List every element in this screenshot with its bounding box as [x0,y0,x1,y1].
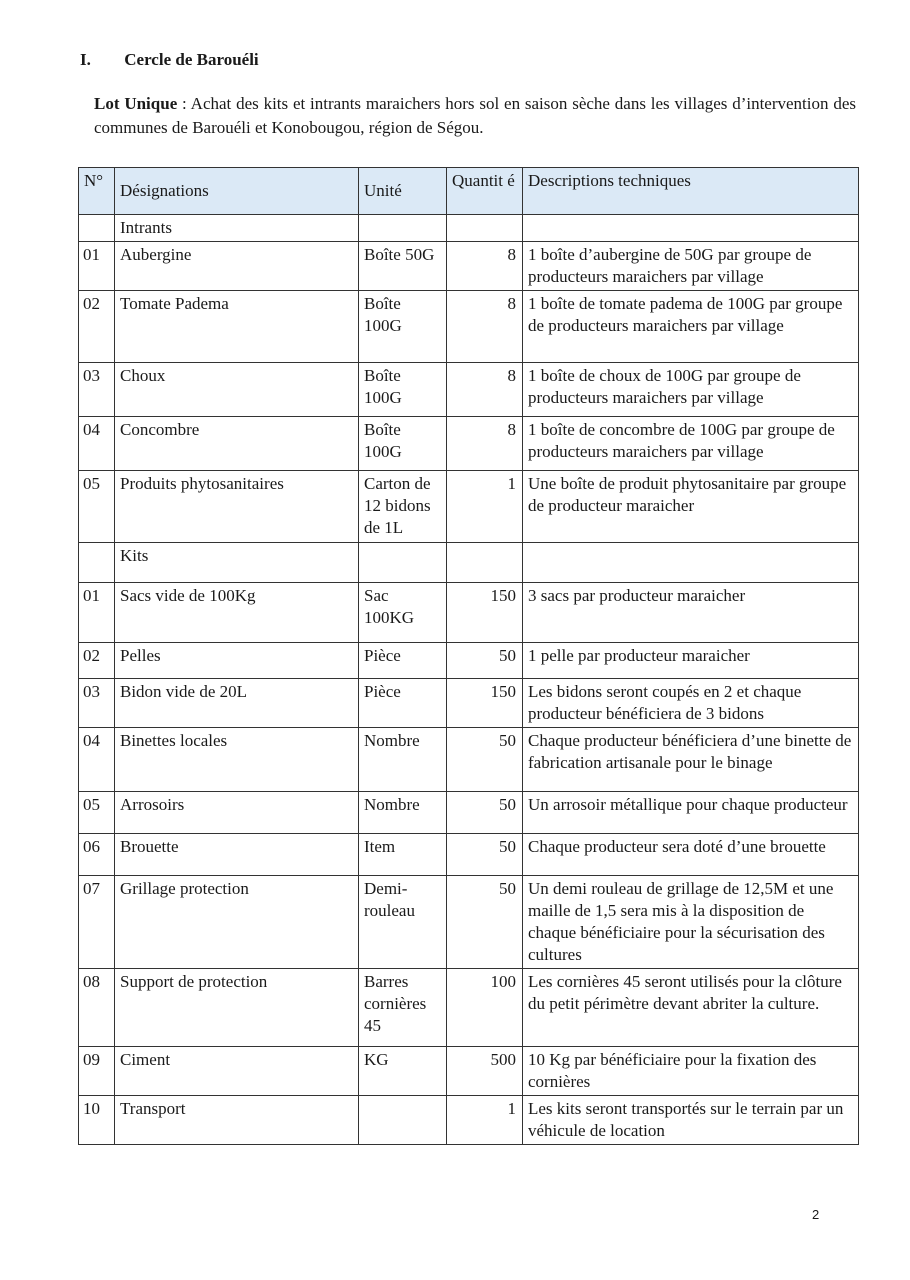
row-quantity: 1 [447,1096,523,1145]
row-unit: Sac 100KG [359,583,447,643]
page-number: 2 [812,1207,820,1222]
row-description: Les bidons seront coupés en 2 et chaque producteur bénéficiera de 3 bidons [523,679,859,728]
section-label: Kits [115,543,359,583]
row-designation: Tomate Padema [115,291,359,363]
row-description: 1 boîte de tomate padema de 100G par groupe de producteurs maraichers par village [523,291,859,363]
row-description: Chaque producteur bénéficiera d’une binette de fabrication artisanale pour le binage [523,728,859,792]
section-row [79,215,859,242]
row-designation: Concombre [115,417,359,471]
row-number: 02 [79,643,115,679]
row-quantity: 50 [447,643,523,679]
header-quantity: Quantit é [447,168,523,215]
row-description: Chaque producteur sera doté d’une brouette [523,834,859,876]
table-row [79,1047,859,1096]
table-row [79,969,859,1047]
empty-cell [359,215,447,242]
row-designation: Sacs vide de 100Kg [115,583,359,643]
empty-cell [447,215,523,242]
row-designation: Choux [115,363,359,417]
row-quantity: 150 [447,583,523,643]
row-unit: Demi-rouleau [359,876,447,969]
row-description: 1 boîte d’aubergine de 50G par groupe de producteurs maraichers par village [523,242,859,291]
row-number: 08 [79,969,115,1047]
empty-cell [79,543,115,583]
row-number: 01 [79,242,115,291]
row-unit: Pièce [359,643,447,679]
section-title: Cercle de Barouéli [124,50,259,69]
row-designation: Ciment [115,1047,359,1096]
lot-label: Lot Unique [94,94,178,113]
row-quantity: 150 [447,679,523,728]
row-unit: Boîte 100G [359,363,447,417]
table-row [79,792,859,834]
row-number: 03 [79,363,115,417]
row-designation: Support de protection [115,969,359,1047]
row-description: 3 sacs par producteur maraicher [523,583,859,643]
row-number: 01 [79,583,115,643]
row-description: Un demi rouleau de grillage de 12,5M et une maille de 1,5 sera mis à la disposition de chaque bénéficiaire pour la sécurisation des cultures [523,876,859,969]
row-quantity: 50 [447,876,523,969]
section-row [79,543,859,583]
row-number: 06 [79,834,115,876]
row-unit: KG [359,1047,447,1096]
row-quantity: 8 [447,417,523,471]
row-quantity: 1 [447,471,523,543]
row-description: Les cornières 45 seront utilisés pour la clôture du petit périmètre devant abriter la culture. [523,969,859,1047]
row-number: 09 [79,1047,115,1096]
empty-cell [79,215,115,242]
row-description: Une boîte de produit phytosanitaire par groupe de producteur maraicher [523,471,859,543]
header-description: Descriptions techniques [523,168,859,215]
table-row [79,417,859,471]
row-unit: Nombre [359,728,447,792]
row-description: 1 boîte de concombre de 100G par groupe de producteurs maraichers par village [523,417,859,471]
header-designation: Désignations [115,168,359,215]
table-row [79,242,859,291]
row-unit: Item [359,834,447,876]
row-number: 02 [79,291,115,363]
row-designation: Arrosoirs [115,792,359,834]
lot-text: : Achat des kits et intrants maraichers hors sol en saison sèche dans les villages d’intervention des communes de Barouéli et Konobougou, région de Ségou. [94,94,856,137]
row-designation: Produits phytosanitaires [115,471,359,543]
table-row [79,643,859,679]
row-designation: Binettes locales [115,728,359,792]
header-no: N° [79,168,115,215]
table-row [79,291,859,363]
empty-cell [523,543,859,583]
row-unit: Boîte 100G [359,417,447,471]
table-row [79,363,859,417]
row-unit: Barres cornières 45 [359,969,447,1047]
row-number: 07 [79,876,115,969]
table-header-row [79,168,859,215]
row-number: 04 [79,728,115,792]
section-number: I. [80,50,91,69]
row-quantity: 8 [447,291,523,363]
table-row [79,834,859,876]
row-quantity: 8 [447,242,523,291]
row-unit: Boîte 50G [359,242,447,291]
row-number: 05 [79,471,115,543]
table-row [79,679,859,728]
row-description: 1 pelle par producteur maraicher [523,643,859,679]
row-designation: Grillage protection [115,876,359,969]
table-row [79,876,859,969]
row-description: 10 Kg par bénéficiaire pour la fixation des cornières [523,1047,859,1096]
row-quantity: 50 [447,728,523,792]
row-quantity: 50 [447,792,523,834]
row-quantity: 100 [447,969,523,1047]
table-row [79,471,859,543]
row-designation: Pelles [115,643,359,679]
row-quantity: 8 [447,363,523,417]
empty-cell [523,215,859,242]
empty-cell [447,543,523,583]
header-unit: Unité [359,168,447,215]
row-quantity: 50 [447,834,523,876]
row-unit: Carton de 12 bidons de 1L [359,471,447,543]
row-number: 10 [79,1096,115,1145]
row-unit: Nombre [359,792,447,834]
items-table [78,167,859,1145]
row-description: 1 boîte de choux de 100G par groupe de producteurs maraichers par village [523,363,859,417]
section-heading [80,50,259,70]
row-description: Les kits seront transportés sur le terrain par un véhicule de location [523,1096,859,1145]
row-number: 04 [79,417,115,471]
row-designation: Transport [115,1096,359,1145]
lot-description [94,92,856,140]
row-description: Un arrosoir métallique pour chaque producteur [523,792,859,834]
row-number: 03 [79,679,115,728]
row-designation: Aubergine [115,242,359,291]
row-quantity: 500 [447,1047,523,1096]
row-unit [359,1096,447,1145]
row-number: 05 [79,792,115,834]
row-designation: Bidon vide de 20L [115,679,359,728]
row-designation: Brouette [115,834,359,876]
table-row [79,728,859,792]
empty-cell [359,543,447,583]
section-label: Intrants [115,215,359,242]
row-unit: Boîte 100G [359,291,447,363]
row-unit: Pièce [359,679,447,728]
table-row [79,583,859,643]
table-row [79,1096,859,1145]
